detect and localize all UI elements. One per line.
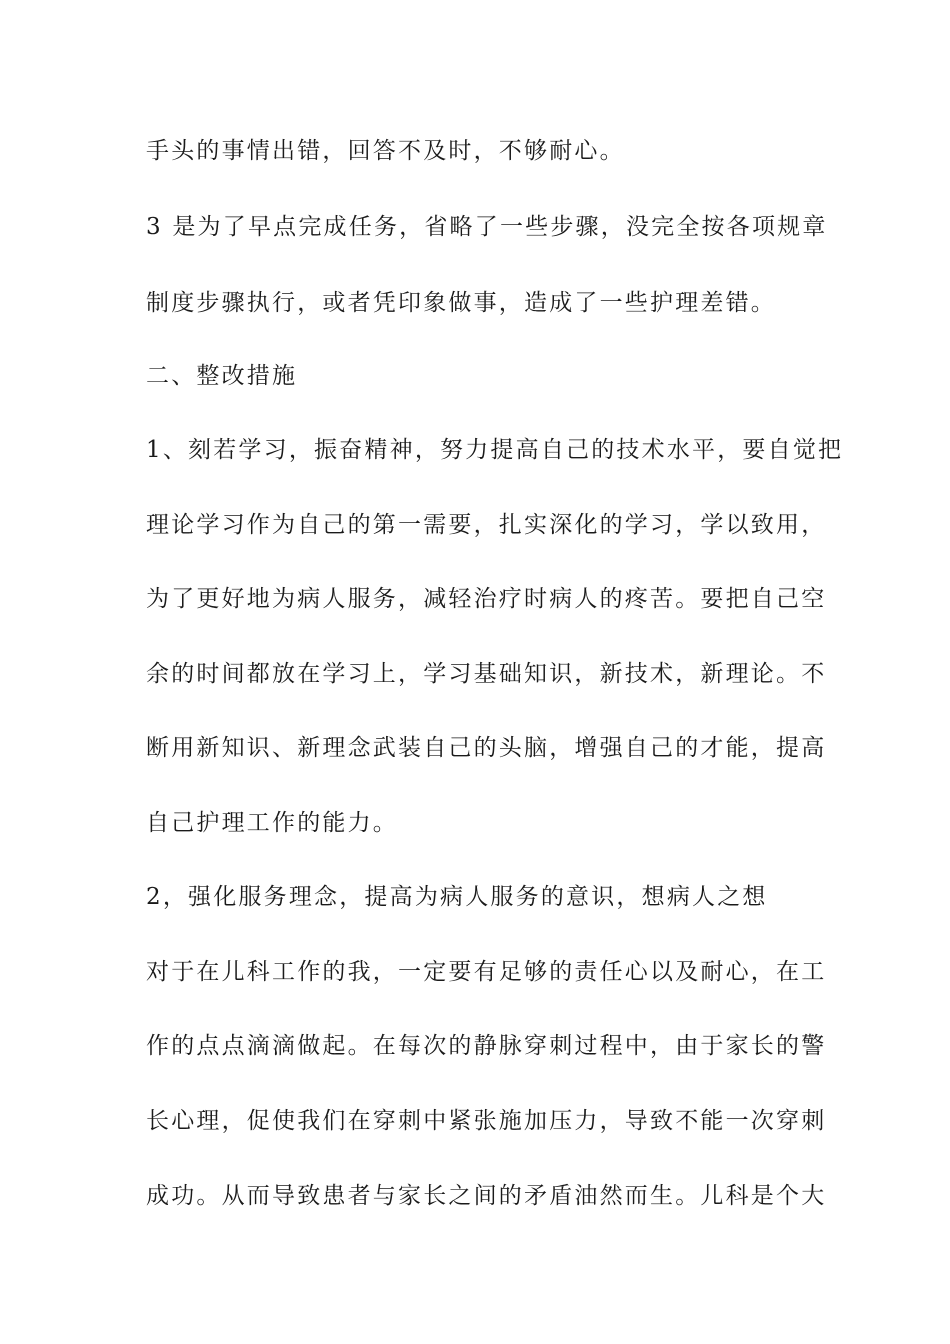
text-line: 对于在儿科工作的我，一定要有足够的责任心以及耐心，在工 xyxy=(146,959,827,985)
text-line: 3 是为了早点完成任务，省略了一些步骤，没完全按各项规章 xyxy=(146,214,828,240)
text-line: 断用新知识、新理念武装自己的头脑，增强自己的才能，提高 xyxy=(146,735,827,761)
text-line: 1、刻若学习，振奋精神，努力提高自己的技术水平，要自觉把 xyxy=(146,437,844,463)
text-line: 为了更好地为病人服务，减轻治疗时病人的疼苦。要把自己空 xyxy=(146,586,827,612)
text-line: 余的时间都放在学习上，学习基础知识，新技术，新理论。不 xyxy=(146,661,827,687)
text-line: 制度步骤执行，或者凭印象做事，造成了一些护理差错。 xyxy=(146,290,776,316)
text-line: 成功。从而导致患者与家长之间的矛盾油然而生。儿科是个大 xyxy=(146,1183,827,1209)
section-heading: 二、整改措施 xyxy=(146,363,298,389)
text-line: 自己护理工作的能力。 xyxy=(146,810,398,836)
subheading: 2，强化服务理念，提高为病人服务的意识，想病人之想 xyxy=(146,884,768,910)
text-line: 手头的事情出错，回答不及时，不够耐心。 xyxy=(146,138,625,164)
text-line: 作的点点滴滴做起。在每次的静脉穿刺过程中，由于家长的警 xyxy=(146,1033,827,1059)
text-line: 理论学习作为自己的第一需要，扎实深化的学习，学以致用， xyxy=(146,512,827,538)
text-line: 长心理，促使我们在穿刺中紧张施加压力，导致不能一次穿刺 xyxy=(146,1108,827,1134)
